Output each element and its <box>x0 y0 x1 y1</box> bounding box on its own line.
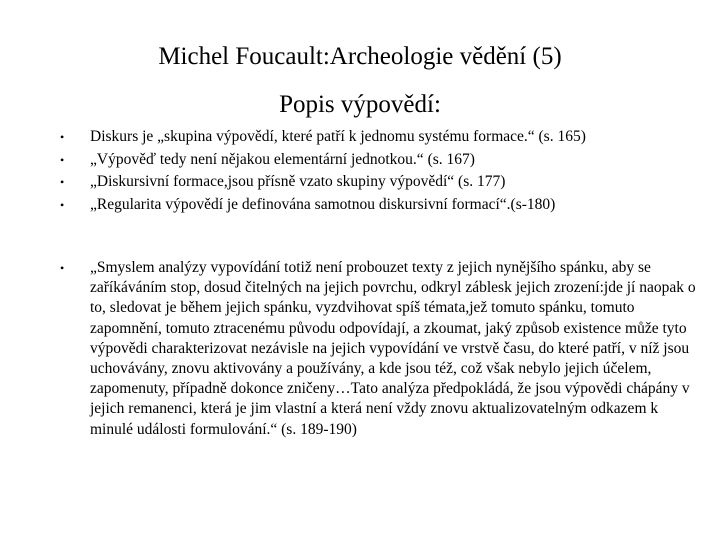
bullet-text: Diskurs je „skupina výpovědí, které patří k jednomu systému formace.“ (s. 165) <box>90 128 586 145</box>
list-item <box>56 258 696 440</box>
slide-subtitle: Popis výpovědí: <box>279 91 441 118</box>
bullet-text: „Diskursivní formace,jsou přísně vzato skupiny výpovědí“ (s. 177) <box>90 173 506 190</box>
slide-title: Michel Foucault:Archeologie vědění (5) <box>158 43 562 70</box>
quote-list <box>56 258 696 440</box>
list-item <box>56 126 696 149</box>
bullet-list <box>56 126 696 216</box>
bullet-icon: • <box>60 130 65 144</box>
bullet-text: „Výpověď tedy není nějakou elementární jednotkou.“ (s. 167) <box>90 150 475 168</box>
bullet-icon: • <box>60 261 65 275</box>
bullet-text: „Regularita výpovědí je definována samotnou diskursivní formací“.(s-180) <box>90 195 556 213</box>
list-item <box>56 194 696 217</box>
bullet-icon: • <box>60 175 65 189</box>
bullet-icon: • <box>60 197 65 212</box>
list-item <box>56 171 696 194</box>
quote-text: „Smyslem analýzy vypovídání totiž není probouzet texty z jejich nynějšího spánku, aby se zaříkáváním stop, dosud čitelných na jejich povrchu, odkryl záblesk jejich zrození:jde jí naopak o to, sledovat je během jejich spánku, vyzdvihovat spíš témata,jež tomuto spánku, tomuto zapomnění, tomuto ztracenému původu odpovídají, a zkoumat, jaký způsob existence může tyto výpovědi charakterizovat nezávisle na jejich vypovídání ve vrstvě času, do které patří, v níž jsou uchovávány, znovu aktivovány a používány, a kde jsou též, což však nebylo jejich účelem, zapomenuty, případně dokonce zničeny…Tato analýza předpokládá, že jsou výpovědi chápány v jejich remanenci, která je jim vlastní a která není vždy znovu aktualizovatelným odkazem k minulé události formulování.“ (s. 189-190) <box>90 259 696 438</box>
bullet-icon: • <box>60 152 65 167</box>
list-item <box>56 149 696 172</box>
